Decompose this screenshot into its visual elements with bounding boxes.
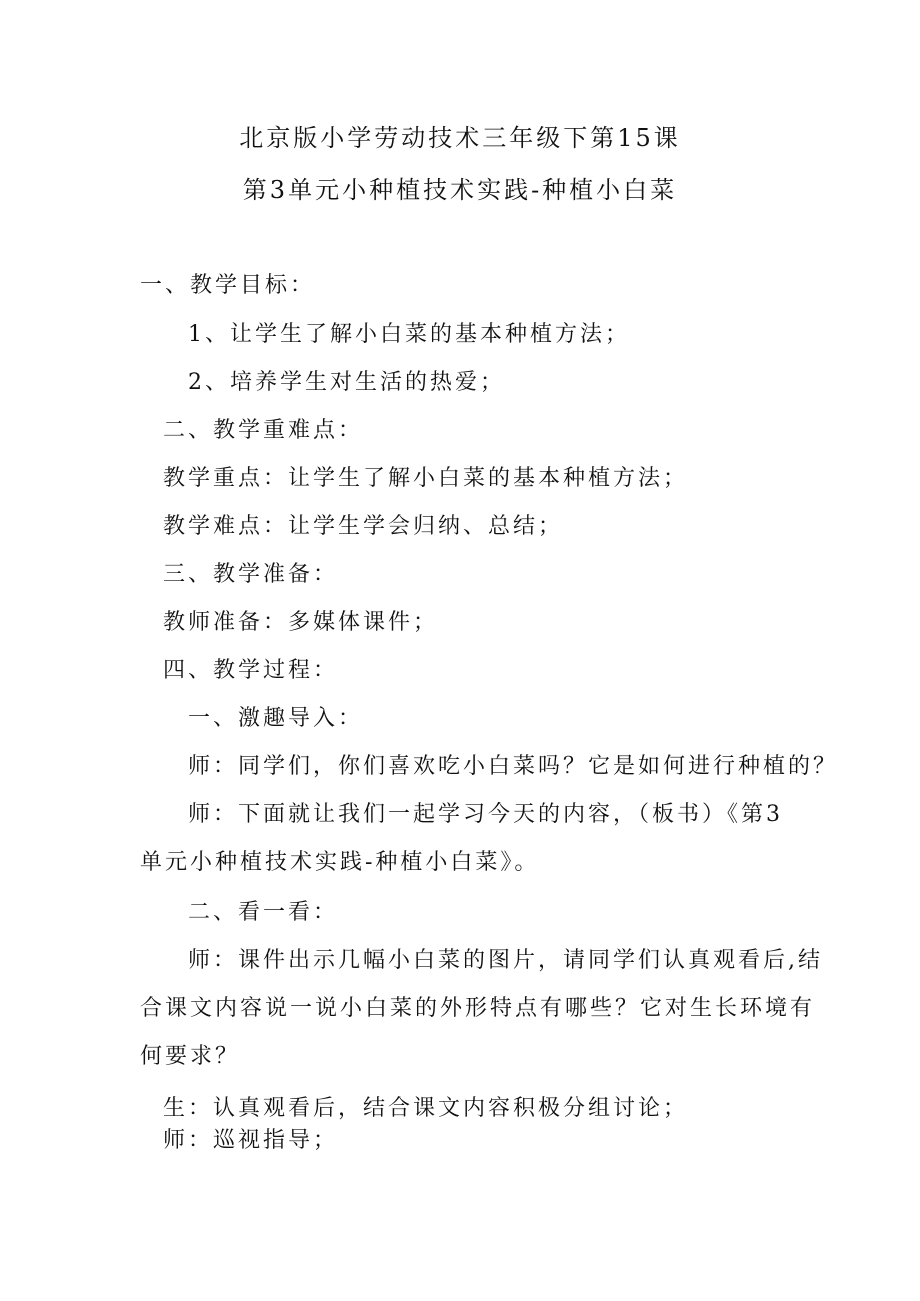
paragraph-line: 师：课件出示几幅小白菜的图片，请同学们认真观看后,结 (188, 948, 823, 973)
document-title: 北京版小学劳动技术三年级下第15课 (239, 124, 681, 152)
teacher-preparation-text: 教师准备：多媒体课件； (163, 610, 439, 635)
section-heading-key-points: 二、教学重难点： (163, 418, 364, 443)
paragraph-line: 生：认真观看后，结合课文内容积极分组讨论； (163, 1096, 689, 1121)
paragraph-line: 师：同学们，你们喜欢吃小白菜吗？它是如何进行种植的？ (188, 754, 839, 779)
document-subtitle: 第3单元小种植技术实践-种植小白菜 (242, 176, 678, 204)
section-heading-process: 四、教学过程： (163, 658, 339, 683)
paragraph-line: 合课文内容说一说小白菜的外形特点有哪些？它对生长环境有 (140, 996, 816, 1021)
step-heading-intro: 一、激趣导入： (188, 706, 364, 731)
difficult-point-text: 教学难点：让学生学会归纳、总结； (163, 514, 564, 539)
paragraph-line: 单元小种植技术实践-种植小白菜》。 (140, 850, 540, 875)
key-point-text: 教学重点：让学生了解小白菜的基本种植方法； (163, 466, 689, 491)
step-heading-look: 二、看一看： (188, 900, 339, 925)
paragraph-line: 师：巡视指导； (163, 1128, 339, 1153)
paragraph-line: 何要求？ (140, 1044, 241, 1069)
objective-item-2: 2、培养学生对生活的热爱； (188, 370, 505, 395)
objective-item-1: 1、让学生了解小白菜的基本种植方法； (188, 322, 630, 347)
section-heading-preparation: 三、教学准备： (163, 562, 339, 587)
section-heading-objectives: 一、教学目标： (140, 273, 316, 298)
paragraph-line: 师：下面就让我们一起学习今天的内容，（板书）《第3 (188, 802, 783, 827)
